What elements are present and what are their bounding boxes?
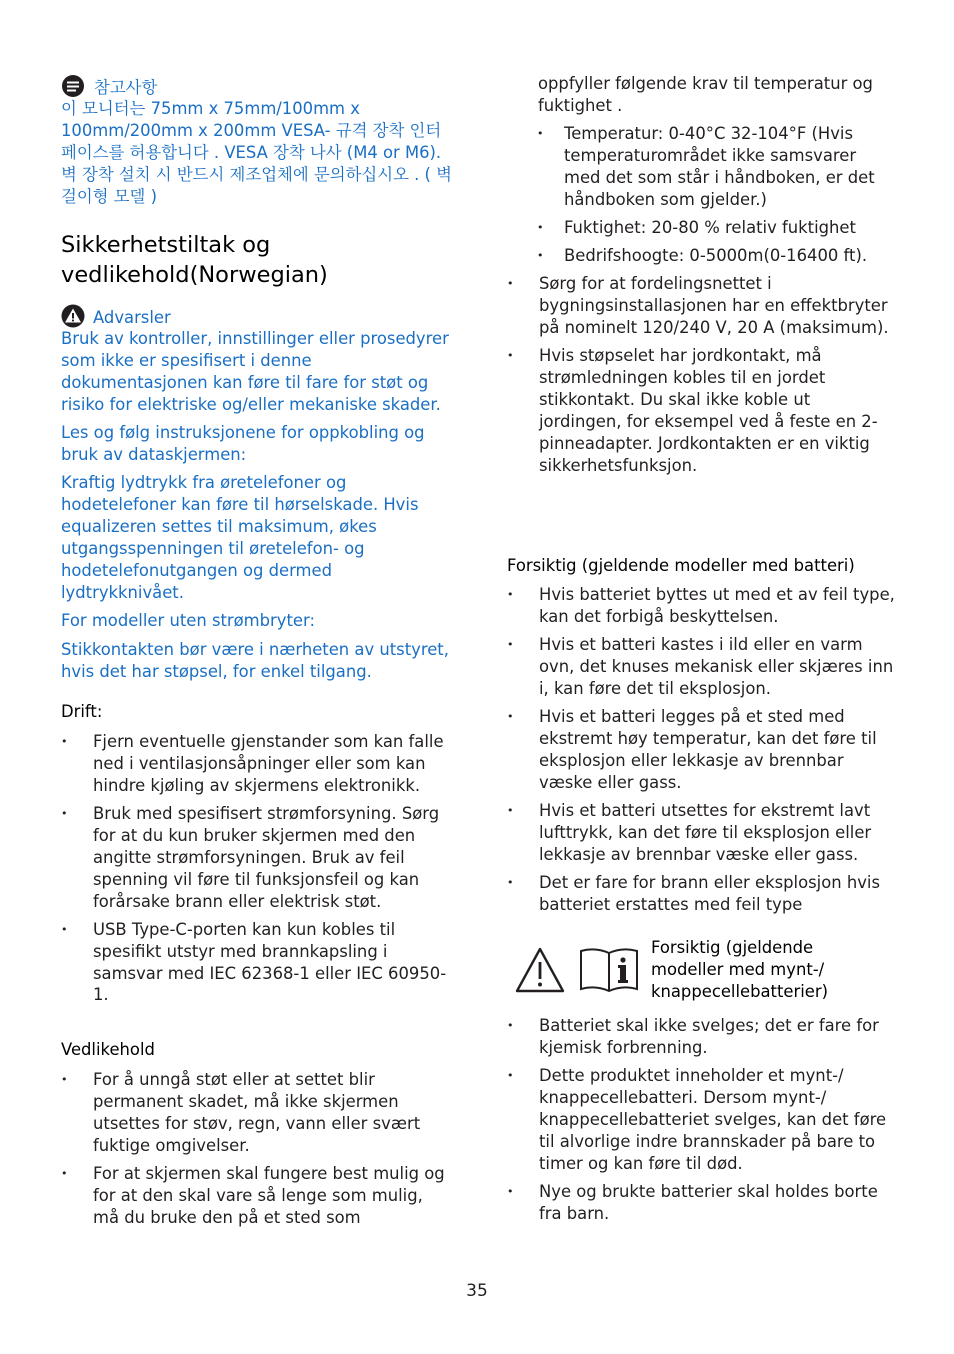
list-item: • Hvis et batteri legges på et sted med ekstremt høy temperatur, kan det føre til eksplosjon eller lekkasje av brennbar væske eller gass.	[507, 706, 897, 794]
list-item: • Hvis et batteri kastes i ild eller en varm ovn, det knuses mekanisk eller skjæres inn i, kan føre det til eksplosjon.	[507, 634, 897, 700]
right-top	[507, 73, 897, 483]
list-item: • Hvis støpselet har jordkontakt, må strømledningen kobles til en jordet stikkontakt. Du skal ikke koble ut jordingen, for eksempel ved å feste en 2-pinneadapter. Jordkontakten er en viktig sikkerhetsfunksjon.	[507, 345, 897, 476]
warning-paragraph: Kraftig lydtrykk fra øretelefoner og hodetelefoner kan føre til hørselskade. Hvis equalizeren settes til maksimum, økes utgangsspenningen til øretelefon- og hodetelefonutgangen og dermed lydtrykknivået.	[61, 473, 419, 602]
list-item: • Bruk med spesifisert strømforsyning. Sørg for at du kun bruker skjermen med den angitte strømforsyningen. Bruk av feil spenning vil føre til funksjonsfeil og kan forårsake brann eller elektrisk støt.	[61, 803, 453, 913]
battery-list	[507, 584, 897, 916]
warning-paragraph: For modeller uten strømbryter:	[61, 611, 315, 631]
coin-battery-list	[507, 1015, 897, 1225]
battery-heading: Forsiktig (gjeldende modeller med batteri)	[507, 556, 855, 575]
warning-paragraph: Stikkontakten bør være i nærheten av utstyret, hvis det har støpsel, for enkel tilgang.	[61, 639, 449, 681]
list-item: • Fuktighet: 20-80 % relativ fuktighet	[507, 217, 897, 239]
list-item: • For å unngå støt eller at settet blir permanent skadet, må ikke skjermen utsettes for støv, regn, vann eller svært fuktige omgivelser.	[61, 1069, 453, 1157]
list-item: • For at skjermen skal fungere best mulig og for at den skal vare så lenge som mulig, må du bruke den på et sted som	[61, 1163, 453, 1229]
coin-battery-heading: Forsiktig (gjeldende modeller med mynt-/ knappecellebatterier)	[651, 938, 828, 1001]
warning-paragraph: Bruk av kontroller, innstillinger eller prosedyrer som ikke er spesifisert i denne dokumentasjonen kan føre til fare for støt og risiko for elektriske og/eller mekaniske skader.	[61, 329, 449, 414]
list-item: • Bedrifshoogte: 0-5000m(0-16400 ft).	[507, 245, 897, 267]
power-list	[507, 273, 897, 476]
list-item: • USB Type-C-porten kan kun kobles til spesifikt utstyr med brannkapsling i samsvar med IEC 62368-1 eller IEC 60950-1.	[61, 919, 453, 1007]
environment-list	[507, 123, 897, 267]
list-item: • Det er fare for brann eller eksplosjon hvis batteriet erstattes med feil type	[507, 872, 897, 916]
page-number: 35	[466, 1281, 488, 1301]
list-item: • Batteriet skal ikke svelges; det er fare for kjemisk forbrenning.	[507, 1015, 897, 1059]
caution-triangle-icon	[515, 947, 565, 997]
drift-list	[61, 731, 453, 1006]
list-item: • Temperatur: 0-40°C 32-104°F (Hvis temperaturområdet ikke samsvarer med det som står i håndboken, er det håndboken som gjelder.)	[507, 123, 897, 211]
coin-battery-caution	[515, 937, 897, 1003]
list-item: • Dette produktet inneholder et mynt-/ knappecellebatteri. Dersom mynt-/ knappecellebatteriet svelges, kan det føre til alvorlige indre brannskader på bare to timer og kan føre til død.	[507, 1065, 897, 1175]
note-body: 이 모니터는 75mm x 75mm/100mm x 100mm/200mm x 200mm VESA- 규격 장착 인터페이스를 허용합니다 . VESA 장착 나사 (M4 or M6). 벽 장착 설치 시 반드시 제조업체에 문의하십시오 . ( 벽걸이형 모델 )	[61, 99, 452, 206]
vedlikehold-heading: Vedlikehold	[61, 1040, 155, 1059]
page-title: Sikkerhetstiltak og vedlikehold(Norwegian)	[61, 232, 328, 288]
note-heading: 참고사항	[94, 78, 158, 98]
vedlikehold-list	[61, 1069, 453, 1229]
vedlikehold-section	[61, 1039, 453, 1235]
battery-section	[507, 555, 897, 922]
list-item: • Hvis et batteri utsettes for ekstremt lavt lufttrykk, kan det føre til eksplosjon eller lekkasje av brennbar væske eller gass.	[507, 800, 897, 866]
list-item: • Sørg for at fordelingsnettet i bygningsinstallasjonen har en effektbryter på nominelt 120/240 V, 20 A (maksimum).	[507, 273, 897, 339]
list-item: • Nye og brukte batterier skal holdes borte fra barn.	[507, 1181, 897, 1225]
manual-info-icon	[579, 947, 639, 997]
warning-paragraph: Les og følg instruksjonene for oppkobling og bruk av dataskjermen:	[61, 423, 425, 465]
list-item: • Hvis batteriet byttes ut med et av feil type, kan det forbigå beskyttelsen.	[507, 584, 897, 628]
continuation-text: oppfyller følgende krav til temperatur og fuktighet .	[538, 74, 873, 115]
coin-battery-section	[507, 1015, 897, 1231]
drift-section	[61, 701, 453, 1013]
warnings-heading: Advarsler	[93, 308, 171, 328]
drift-heading: Drift:	[61, 702, 103, 721]
warnings-body	[61, 328, 453, 689]
list-item: • Fjern eventuelle gjenstander som kan falle ned i ventilasjonsåpninger eller som kan hindre kjøling av skjermens elektronikk.	[61, 731, 453, 797]
